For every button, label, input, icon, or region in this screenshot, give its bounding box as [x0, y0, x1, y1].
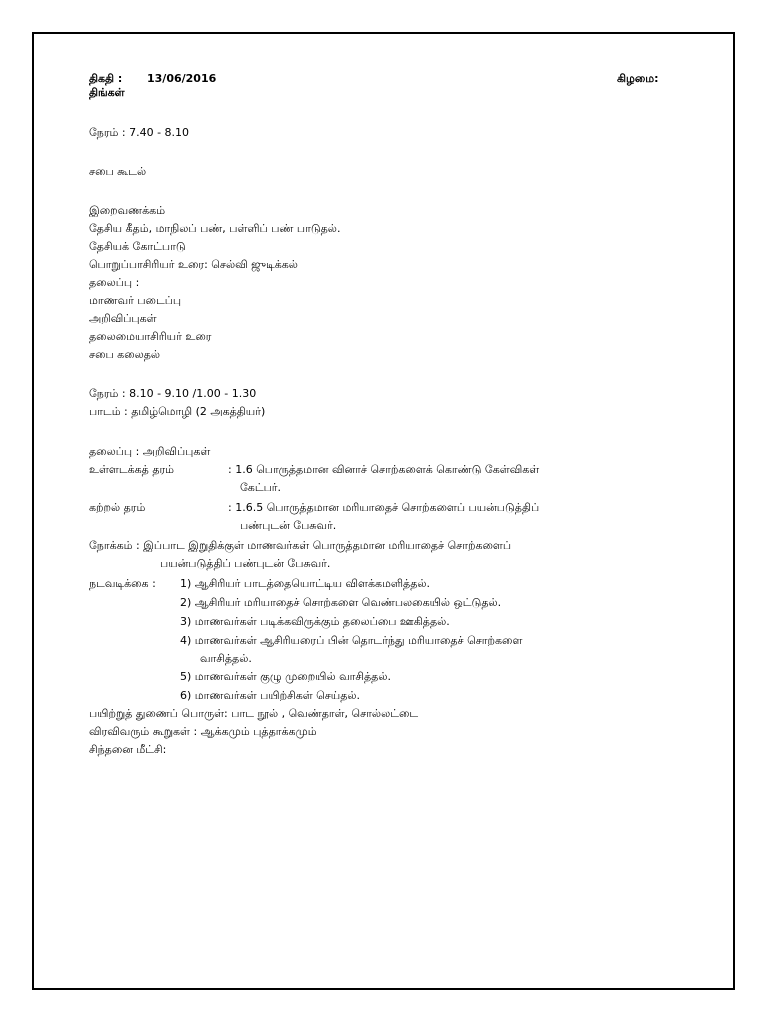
assembly-item: அறிவிப்புகள் [89, 312, 157, 325]
learning-standard-label: கற்றல் தரம் [89, 501, 146, 514]
activity-item: 3) மாணவர்கள் படிக்கவிருக்கும் தலைப்பை ஊகித்தல். [180, 615, 450, 628]
activity-item: 1) ஆசிரியர் பாடத்தையொட்டிய விளக்கமளித்தல். [180, 577, 430, 590]
teaching-aids-line: பயிற்றுத் துணைப் பொருள்: பாட நூல் , வெண்தாள், சொல்லட்டை [89, 707, 419, 720]
learning-standard-text: : 1.6.5 பொருத்தமான மரியாதைச் சொற்களைப் பயன்படுத்திப் [228, 501, 540, 514]
reflection-line: சிந்தனை மீட்சி: [89, 743, 167, 756]
activity-item: 5) மாணவர்கள் குழு முறையில் வாசித்தல். [180, 670, 391, 683]
assembly-item: சபை கலைதல் [89, 348, 161, 361]
session1-title: சபை கூடல் [89, 165, 147, 178]
content-standard-text: கேட்பர். [240, 481, 282, 494]
day-label: கிழமை: [617, 72, 659, 85]
session2-time: நேரம் : 8.10 - 9.10 /1.00 - 1.30 [89, 387, 257, 400]
activity-item: 2) ஆசிரியர் மரியாதைச் சொற்களை வெண்பலகையில் ஒட்டுதல். [180, 596, 502, 609]
day-value: திங்கள் [89, 86, 125, 99]
content-standard-label: உள்ளடக்கத் தரம் [89, 463, 175, 476]
assembly-item: தலைமையாசிரியர் உரை [89, 330, 212, 343]
objective-text: நோக்கம் : இப்பாட இறுதிக்குள் மாணவர்கள் பொருத்தமான மரியாதைச் சொற்களைப் [89, 539, 512, 552]
activity-item: வாசித்தல். [200, 652, 252, 665]
date-value: 13/06/2016 [147, 72, 217, 85]
session1-time: நேரம் : 7.40 - 8.10 [89, 126, 190, 139]
assembly-item: மாணவர் படைப்பு [89, 294, 182, 307]
learning-standard-text: பண்புடன் பேசுவர். [240, 519, 337, 532]
cross-elements-line: விரவிவரும் கூறுகள் : ஆக்கமும் புத்தாக்கமும் [89, 725, 317, 738]
activity-item: 4) மாணவர்கள் ஆசிரியரைப் பின் தொடர்ந்து மரியாதைச் சொற்களை [180, 634, 523, 647]
assembly-item: தேசியக் கோட்பாடு [89, 240, 186, 253]
date-label: திகதி : [89, 72, 123, 85]
assembly-item: தலைப்பு : [89, 276, 140, 289]
activities-label: நடவடிக்கை : [89, 577, 156, 590]
objective-text: பயன்படுத்திப் பண்புடன் பேசுவர். [160, 557, 331, 570]
subject-line: பாடம் : தமிழ்மொழி (2 அகத்தியர்) [89, 405, 266, 418]
assembly-item: தேசிய கீதம், மாநிலப் பண், பள்ளிப் பண் பாடுதல். [89, 222, 341, 235]
activity-item: 6) மாணவர்கள் பயிற்சிகள் செய்தல். [180, 689, 361, 702]
topic-line: தலைப்பு : அறிவிப்புகள் [89, 445, 211, 458]
content-standard-text: : 1.6 பொருத்தமான வினாச் சொற்களைக் கொண்டு கேள்விகள் [228, 463, 540, 476]
assembly-item: இறைவணக்கம் [89, 204, 166, 217]
assembly-item: பொறுப்பாசிரியர் உரை: செல்வி ஜுடிக்கல் [89, 258, 298, 271]
